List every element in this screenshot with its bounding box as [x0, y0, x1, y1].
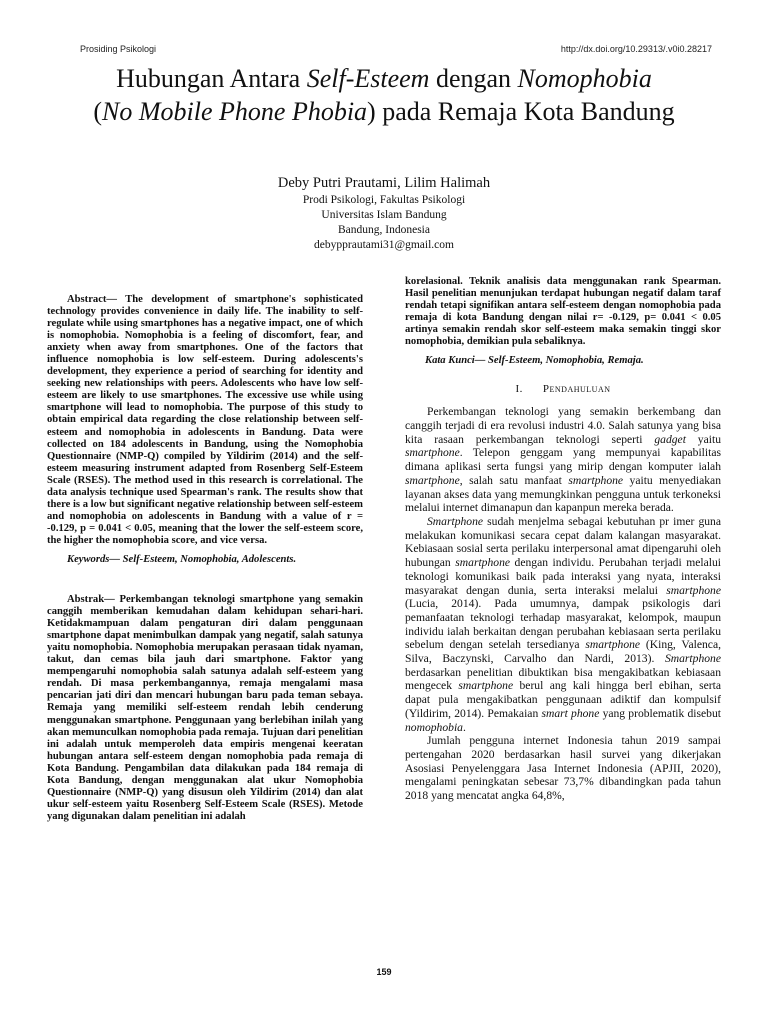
- body-paragraph: [405, 515, 721, 734]
- text-run-italic: smartphone: [455, 556, 511, 570]
- journal-name: Prosiding Psikologi: [80, 44, 157, 54]
- text-run: (Lucia, 2014). Pada umumnya, dampak psikologis dari pemanfaatan teknologi terhadap masyarakat, kelompok, maupun individu ialah berkaitan dengan perubahan kebiasaan serta perilaku sebelum dengan setelah tersedianya: [405, 597, 721, 652]
- author-email[interactable]: debypprautami31@gmail.com: [314, 239, 454, 251]
- abstract-indonesian-continued: korelasional. Teknik analisis data menggunakan rank Spearman. Hasil penelitian menunjukan terdapat hubungan negatif dalam taraf rendah tetapi signifikan antara self-esteem dengan nomophobia pada remaja di kota Bandung dengan nilai r= -0.129, p= 0.041 < 0.05 artinya semakin rendah skor self-esteem maka semakin tinggi skor nomophobia, demikian pula sebaliknya.: [405, 276, 721, 348]
- text-run-italic: smartphone: [585, 638, 641, 652]
- text-run-italic: Smartphone: [427, 515, 484, 528]
- affiliation-line: Bandung, Indonesia: [338, 224, 430, 236]
- author-list: Deby Putri Prautami, Lilim Halimah: [277, 175, 491, 191]
- section-title: Pendahuluan: [542, 383, 611, 396]
- section-number: I.: [515, 383, 523, 396]
- text-run: yaitu menyediakan layanan akses data yang memungkinkan pengguna untuk terkoneksi melalui internet dimanapun dan kapanpun mereka berada.: [405, 473, 721, 515]
- title-part: (: [93, 97, 103, 126]
- paper-title: [40, 62, 728, 128]
- affiliation-line: Universitas Islam Bandung: [321, 209, 447, 221]
- text-run-italic: smart phone: [541, 706, 600, 720]
- keywords-indonesian: Kata Kunci— Self-Esteem, Nomophobia, Remaja.: [425, 355, 644, 367]
- text-run-italic: nomophobia: [405, 720, 463, 734]
- right-column: [405, 276, 721, 803]
- text-run: berdasarkan penelitian dibuktikan bisa mengakibatkan kebiasaan mengecek: [405, 665, 721, 693]
- title-part-italic: Nomophobia: [517, 64, 652, 93]
- text-run: yang problematik disebut: [599, 706, 721, 720]
- text-run: Perkembangan teknologi yang semakin berkembang dan canggih terjadi di era revolusi industri 4.0. Salah satunya yang bisa kita rasaan perkembangan teknologi seperti: [405, 405, 721, 446]
- text-run-italic: smartphone: [666, 583, 721, 597]
- title-part-italic: No Mobile Phone Phobia: [102, 97, 368, 126]
- text-run: yaitu: [685, 432, 721, 446]
- affiliation-block: [0, 193, 768, 253]
- title-part: dengan: [429, 64, 518, 93]
- doi-link[interactable]: http://dx.doi.org/10.29313/.v0i0.28217: [560, 44, 712, 54]
- text-run-italic: gadget: [654, 432, 686, 446]
- text-run: . Telepon genggam yang mempunyai kapabilitas dimana aplikasi serta fungsi yang mirip dengan komputer ialah: [405, 446, 721, 474]
- keywords-english: Keywords— Self-Esteem, Nomophobia, Adolescents.: [67, 553, 297, 565]
- text-run: .: [462, 720, 466, 734]
- body-paragraph: Jumlah pengguna internet Indonesia tahun 2019 sampai pertengahan 2020 berdasarkan hasil survei yang dikerjakan Asosiasi Penyelenggara Jasa Internet Indonesia (APJII, 2020), mengalami peningkatan sebesar 73,7% dibandingkan pada tahun 2018 yang mencatat angka 64,8%,: [405, 734, 721, 803]
- text-run-italic: smartphone: [568, 473, 624, 487]
- title-part-italic: Self-Esteem: [306, 64, 430, 93]
- text-run: sudah menjelma sebagai kebutuhan pr imer guna melakukan komunikasi secara cepat dalam kalangan masyarakat. Kebiasaan sosial serta perilaku interpersonal amat dipengaruhi oleh hubungan: [405, 515, 721, 570]
- text-run: , salah satu manfaat: [459, 473, 569, 487]
- title-part: Hubungan Antara: [116, 64, 307, 93]
- section-heading: [405, 383, 721, 395]
- abstract-indonesian: Abstrak— Perkembangan teknologi smartphone yang semakin canggih memberikan kemudahan dalam kehidupan sehari-hari. Ketidakmampuan dalam pengaturan diri dalam penggunaan smartphone dapat menimbulkan dampak yang negatif, salah satunya yaitu nomophobia. Nomophobia merupakan perasaan tidak nyaman, takut, dan cemas bila jauh dari smartphone. Faktor yang mempengaruhi nomophobia salah satunya adalah self-esteem yang rendah. Di masa perkembangannya, remaja mengalami masa pencarian jati diri dan mencari hubungan baru pada teman sebaya. Remaja yang memiliki self-esteem rendah lebih cenderung menggunakan smartphone. Penggunaan yang berlebihan inilah yang akan memunculkan nomophobia pada remaja. Tujuan dari penelitian ini adalah untuk memperoleh data empiris mengenai keeratan hubungan antara self-esteem dengan nomophobia pada remaja di Kota Bandung. Pengambilan data dilakukan pada 184 remaja di Kota Bandung, dengan menggunakan alat ukur Nomophobia Questionnaire (NMP-Q) yang disusun oleh Yildirim (2014) dan alat ukur self-esteem yaitu Rosenberg Self-Esteem Scale (RSES). Metode yang digunakan dalam penelitian ini adalah: [47, 594, 363, 822]
- text-run-italic: smartphone: [458, 679, 514, 693]
- body-paragraph: [405, 405, 721, 515]
- abstract-english: Abstract— The development of smartphone's sophisticated technology provides convenience in daily life. The inability to self-regulate while using smartphones has a negative impact, one of which is nomophobia. Nomophobia is a feeling of discomfort, fear, and anxiety when away from smartphones. One of the factors that influence nomophobia is low self-esteem. During adolescents's development, they experience a period of searching for identity and seeking new relationships with peers. Adolescents who have low self-esteem are likely to use smartphones. The excessive use while using smartphone will lead to nomophobia. The purpose of this study to obtain empirical data regarding the close relationship between self-esteem and nomophobia in adolescents in Bandung. Data were collected on 184 adolescents in Bandung, using the Nomophobia Questionnaire (NMP-Q) compiled by Yildirim (2014) and the self-esteem measuring instrument adapted from Rosenberg Self-Esteem Scale (RSES). The method used in this research is correlational. The data analysis technique used Spearman's rank. The results show that there is a low but significant negative relationship between self-esteem and nomophobia on adolescents in Bandung with a value of r = -0.129, p = 0.041 < 0.05, meaning that the lower the self-esteem score, the higher the nomophobia score, and vice versa.: [47, 294, 363, 546]
- text-run-italic: smartphone: [405, 446, 460, 460]
- text-run-italic: smartphone: [405, 473, 460, 487]
- text-run: (King, Valenca, Silva, Baczynski, Carvalho dan Nardi, 2013).: [405, 638, 721, 666]
- left-column: [47, 294, 363, 823]
- title-part: ) pada Remaja Kota Bandung: [367, 97, 675, 126]
- affiliation-line: Prodi Psikologi, Fakultas Psikologi: [302, 194, 466, 206]
- text-run-italic: Smartphone: [664, 652, 721, 666]
- page-number: 159: [376, 967, 392, 977]
- text-run: dengan individu. Perubahan terjadi melalui teknologi komunikasi baik pada interaksi yang nyata, interaksi masyarakat dengan dunia, serta interaksi melalui: [405, 556, 722, 597]
- text-run: berul ang kali hingga berl ebihan, serta dapat pula mengakibatkan penggunaan adiktif dan kompulsif (Yildirim, 2014). Pemakaian: [405, 679, 721, 720]
